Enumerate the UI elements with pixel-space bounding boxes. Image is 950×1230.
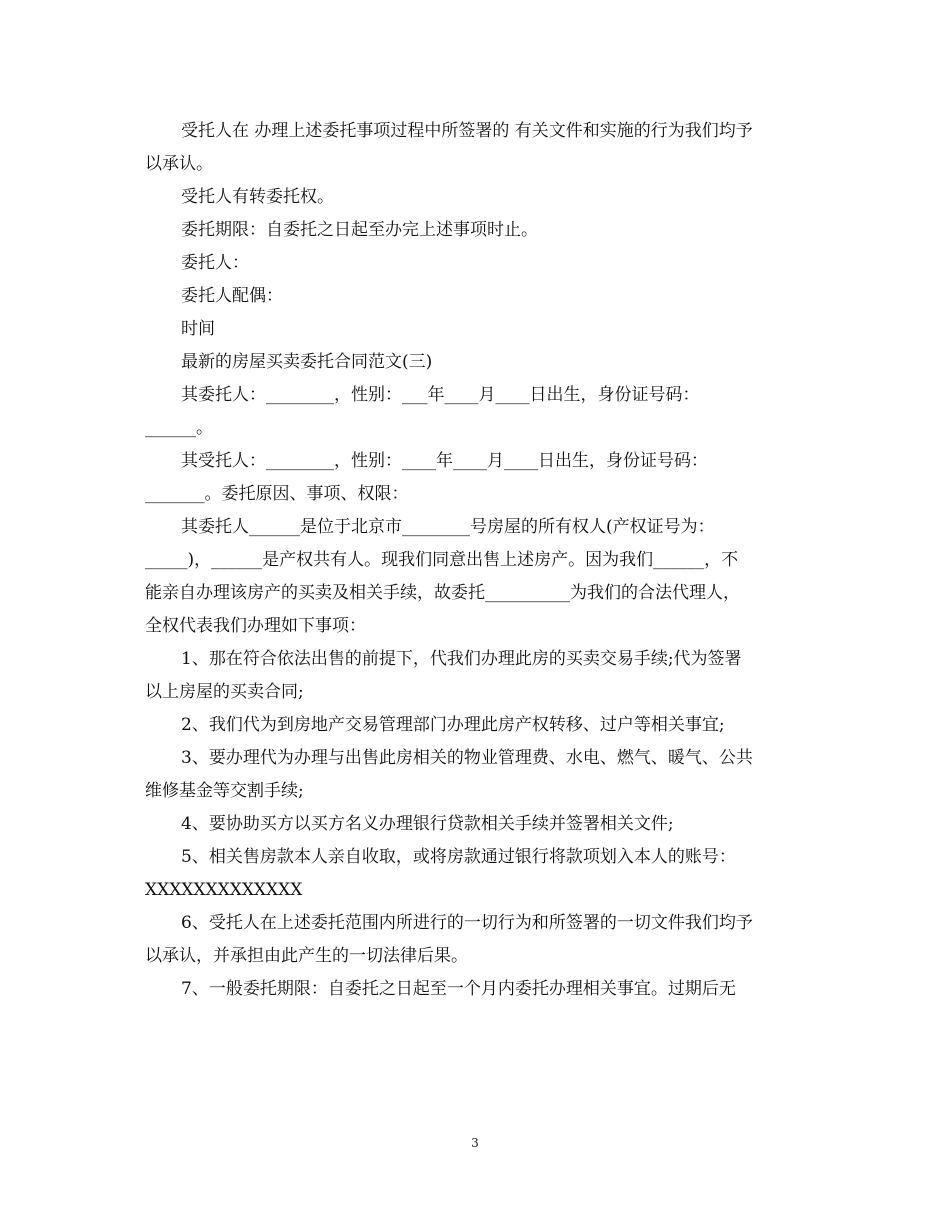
paragraph-line: 3、要办理代为办理与出售此房相关的物业管理费、水电、燃气、暖气、公共 (181, 748, 753, 768)
list-item (145, 841, 805, 907)
paragraph-line: 最新的房屋买卖委托合同范文(三) (181, 352, 433, 372)
paragraph-line: XXXXXXXXXXXXX (145, 880, 303, 900)
paragraph (145, 379, 805, 445)
list-item (145, 709, 805, 742)
paragraph-line: 维修基金等交割手续; (145, 781, 304, 801)
paragraph-line: 2、我们代为到房地产交易管理部门办理此房产权转移、过户等相关事宜; (181, 715, 725, 735)
page-number: 3 (471, 1136, 479, 1150)
list-item (145, 973, 805, 1006)
paragraph-line: _______。委托原因、事项、权限： (145, 484, 409, 504)
paragraph-line: 受托人有转委托权。 (181, 187, 334, 207)
document-body (145, 115, 805, 1006)
paragraph-line: 委托人： (181, 253, 249, 273)
paragraph-line: 其受托人：________，性别：____年____月____日出生，身份证号码： (181, 451, 708, 471)
paragraph (145, 445, 805, 511)
section-heading (145, 346, 805, 379)
paragraph (145, 115, 805, 181)
paragraph-line: 6、受托人在上述委托范围内所进行的一切行为和所签署的一切文件我们均予 (181, 913, 753, 933)
paragraph (145, 280, 805, 313)
paragraph-line: ______。 (145, 418, 213, 438)
paragraph-line: 5、相关售房款本人亲自收取，或将房款通过银行将款项划入本人的账号： (181, 847, 736, 867)
paragraph-line: 以承认。 (145, 154, 213, 174)
paragraph-line: 以承认，并承担由此产生的一切法律后果。 (145, 946, 468, 966)
paragraph (145, 313, 805, 346)
paragraph (145, 247, 805, 280)
paragraph-line: 委托期限：自委托之日起至办完上述事项时止。 (181, 220, 538, 240)
paragraph-line: 受托人在 办理上述委托事项过程中所签署的 有关文件和实施的行为我们均予 (181, 121, 753, 141)
paragraph-line: 1、那在符合依法出售的前提下，代我们办理此房的买卖交易手续;代为签署 (181, 649, 742, 669)
list-item (145, 907, 805, 973)
paragraph-line: _____)，______是产权共有人。现我们同意出售上述房产。因为我们______，不 (145, 550, 739, 570)
paragraph (145, 511, 805, 643)
paragraph-line: 能亲自办理该房产的买卖及相关手续，故委托__________为我们的合法代理人， (145, 583, 740, 603)
list-item (145, 742, 805, 808)
paragraph-line: 委托人配偶： (181, 286, 283, 306)
paragraph-line: 时间 (181, 319, 215, 339)
paragraph-line: 以上房屋的买卖合同; (145, 682, 304, 702)
paragraph-line: 4、要协助买方以买方名义办理银行贷款相关手续并签署相关文件; (181, 814, 674, 834)
paragraph (145, 214, 805, 247)
paragraph-line: 其委托人______是位于北京市________号房屋的所有权人(产权证号为： (181, 517, 715, 537)
paragraph-line: 其委托人：________，性别：___年____月____日出生，身份证号码： (181, 385, 700, 405)
paragraph-line: 全权代表我们办理如下事项： (145, 616, 366, 636)
list-item (145, 643, 805, 709)
paragraph (145, 181, 805, 214)
paragraph-line: 7、一般委托期限：自委托之日起至一个月内委托办理相关事宜。过期后无 (181, 979, 736, 999)
list-item (145, 808, 805, 841)
